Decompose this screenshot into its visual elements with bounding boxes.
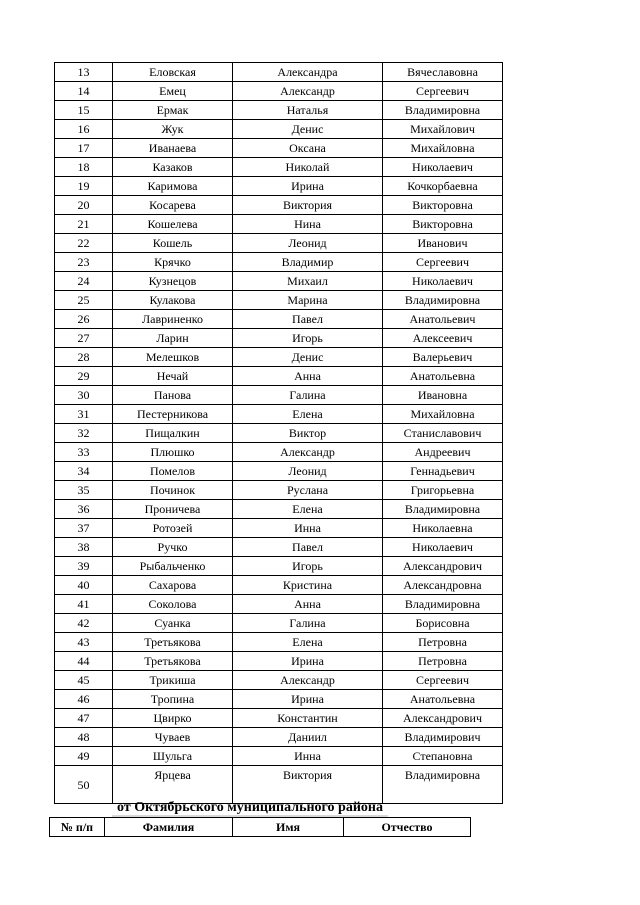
last-name-cell: Панова	[113, 386, 233, 405]
table-row	[55, 367, 503, 386]
last-name-cell: Еловская	[113, 63, 233, 82]
middle-name-cell: Сергеевич	[383, 671, 503, 690]
first-name-cell: Инна	[233, 519, 383, 538]
row-number-cell: 15	[55, 101, 113, 120]
row-number-cell: 34	[55, 462, 113, 481]
table-row	[55, 310, 503, 329]
table-row	[55, 139, 503, 158]
last-name-cell: Ермак	[113, 101, 233, 120]
first-name-cell: Ирина	[233, 690, 383, 709]
last-name-cell: Чуваев	[113, 728, 233, 747]
table-row	[55, 120, 503, 139]
first-name-cell: Николай	[233, 158, 383, 177]
names-table	[54, 62, 503, 804]
first-name-cell: Александр	[233, 671, 383, 690]
row-number-cell: 16	[55, 120, 113, 139]
header-middle-name: Отчество	[344, 818, 471, 837]
table-row	[55, 443, 503, 462]
row-number-cell: 39	[55, 557, 113, 576]
middle-name-cell: Борисовна	[383, 614, 503, 633]
first-name-cell: Оксана	[233, 139, 383, 158]
middle-name-cell: Иванович	[383, 234, 503, 253]
table-row	[55, 557, 503, 576]
first-name-cell: Александр	[233, 82, 383, 101]
table-row	[55, 291, 503, 310]
first-name-cell: Игорь	[233, 557, 383, 576]
middle-name-cell: Вячеславовна	[383, 63, 503, 82]
table-row	[55, 462, 503, 481]
middle-name-cell: Владимировна	[383, 291, 503, 310]
middle-name-cell: Михайлович	[383, 120, 503, 139]
first-name-cell: Анна	[233, 367, 383, 386]
row-number-cell: 36	[55, 500, 113, 519]
table-row	[55, 272, 503, 291]
middle-name-cell: Владимировна	[383, 766, 503, 804]
row-number-cell: 19	[55, 177, 113, 196]
row-number-cell: 13	[55, 63, 113, 82]
last-name-cell: Пестерникова	[113, 405, 233, 424]
last-name-cell: Крячко	[113, 253, 233, 272]
table-row	[55, 500, 503, 519]
middle-name-cell: Владимировна	[383, 595, 503, 614]
row-number-cell: 44	[55, 652, 113, 671]
section-title: от Октябрьского муниципального района	[112, 799, 388, 817]
header-first-name: Имя	[233, 818, 344, 837]
last-name-cell: Проничева	[113, 500, 233, 519]
table-row	[55, 576, 503, 595]
table-row	[55, 747, 503, 766]
first-name-cell: Александр	[233, 443, 383, 462]
last-name-cell: Косарева	[113, 196, 233, 215]
row-number-cell: 38	[55, 538, 113, 557]
row-number-cell: 35	[55, 481, 113, 500]
last-name-cell: Пищалкин	[113, 424, 233, 443]
row-number-cell: 26	[55, 310, 113, 329]
first-name-cell: Александра	[233, 63, 383, 82]
table-row	[55, 614, 503, 633]
middle-name-cell: Сергеевич	[383, 82, 503, 101]
first-name-cell: Виктория	[233, 766, 383, 804]
table-row	[55, 158, 503, 177]
last-name-cell: Цвирко	[113, 709, 233, 728]
middle-name-cell: Петровна	[383, 652, 503, 671]
last-name-cell: Кузнецов	[113, 272, 233, 291]
last-name-cell: Кулакова	[113, 291, 233, 310]
first-name-cell: Денис	[233, 348, 383, 367]
table-row	[55, 671, 503, 690]
table-row	[55, 101, 503, 120]
last-name-cell: Соколова	[113, 595, 233, 614]
names-table-body	[55, 63, 503, 804]
last-name-cell: Иванаева	[113, 139, 233, 158]
table-row	[55, 595, 503, 614]
table-row	[55, 652, 503, 671]
last-name-cell: Третьякова	[113, 633, 233, 652]
last-name-cell: Третьякова	[113, 652, 233, 671]
row-number-cell: 46	[55, 690, 113, 709]
row-number-cell: 40	[55, 576, 113, 595]
first-name-cell: Елена	[233, 633, 383, 652]
first-name-cell: Галина	[233, 386, 383, 405]
middle-name-cell: Степановна	[383, 747, 503, 766]
table-row	[55, 177, 503, 196]
row-number-cell: 45	[55, 671, 113, 690]
last-name-cell: Мелешков	[113, 348, 233, 367]
last-name-cell: Кошелева	[113, 215, 233, 234]
table-row	[55, 348, 503, 367]
row-number-cell: 32	[55, 424, 113, 443]
middle-name-cell: Станиславович	[383, 424, 503, 443]
first-name-cell: Ирина	[233, 177, 383, 196]
row-number-cell: 27	[55, 329, 113, 348]
row-number-cell: 43	[55, 633, 113, 652]
first-name-cell: Леонид	[233, 234, 383, 253]
middle-name-cell: Кочкорбаевна	[383, 177, 503, 196]
header-num: № п/п	[50, 818, 105, 837]
last-name-cell: Нечай	[113, 367, 233, 386]
last-name-cell: Ручко	[113, 538, 233, 557]
row-number-cell: 50	[55, 766, 113, 804]
last-name-cell: Суанка	[113, 614, 233, 633]
table-row	[55, 519, 503, 538]
table-row	[55, 386, 503, 405]
last-name-cell: Ротозей	[113, 519, 233, 538]
middle-name-cell: Валерьевич	[383, 348, 503, 367]
last-name-cell: Трикиша	[113, 671, 233, 690]
row-number-cell: 17	[55, 139, 113, 158]
first-name-cell: Нина	[233, 215, 383, 234]
middle-name-cell: Ивановна	[383, 386, 503, 405]
middle-name-cell: Николаевна	[383, 519, 503, 538]
middle-name-cell: Анатольевна	[383, 690, 503, 709]
row-number-cell: 47	[55, 709, 113, 728]
middle-name-cell: Николаевич	[383, 538, 503, 557]
row-number-cell: 37	[55, 519, 113, 538]
row-number-cell: 21	[55, 215, 113, 234]
row-number-cell: 25	[55, 291, 113, 310]
first-name-cell: Галина	[233, 614, 383, 633]
first-name-cell: Павел	[233, 538, 383, 557]
last-name-cell: Плюшко	[113, 443, 233, 462]
row-number-cell: 31	[55, 405, 113, 424]
middle-name-cell: Александровна	[383, 576, 503, 595]
first-name-cell: Елена	[233, 405, 383, 424]
first-name-cell: Кристина	[233, 576, 383, 595]
first-name-cell: Денис	[233, 120, 383, 139]
table-row	[55, 538, 503, 557]
row-number-cell: 24	[55, 272, 113, 291]
row-number-cell: 22	[55, 234, 113, 253]
middle-name-cell: Михайловна	[383, 405, 503, 424]
row-number-cell: 20	[55, 196, 113, 215]
row-number-cell: 30	[55, 386, 113, 405]
row-number-cell: 33	[55, 443, 113, 462]
last-name-cell: Рыбальченко	[113, 557, 233, 576]
row-number-cell: 23	[55, 253, 113, 272]
last-name-cell: Кошель	[113, 234, 233, 253]
first-name-cell: Даниил	[233, 728, 383, 747]
last-name-cell: Ларин	[113, 329, 233, 348]
middle-name-cell: Владимирович	[383, 728, 503, 747]
middle-name-cell: Анатольевич	[383, 310, 503, 329]
table-row	[55, 82, 503, 101]
table-row	[55, 215, 503, 234]
middle-name-cell: Александрович	[383, 709, 503, 728]
last-name-cell: Починок	[113, 481, 233, 500]
table-row	[55, 766, 503, 804]
middle-name-cell: Михайловна	[383, 139, 503, 158]
first-name-cell: Михаил	[233, 272, 383, 291]
middle-name-cell: Сергеевич	[383, 253, 503, 272]
middle-name-cell: Николаевич	[383, 272, 503, 291]
first-name-cell: Константин	[233, 709, 383, 728]
middle-name-cell: Григорьевна	[383, 481, 503, 500]
last-name-cell: Тропина	[113, 690, 233, 709]
table-row	[55, 329, 503, 348]
last-name-cell: Сахарова	[113, 576, 233, 595]
row-number-cell: 18	[55, 158, 113, 177]
first-name-cell: Марина	[233, 291, 383, 310]
middle-name-cell: Алексеевич	[383, 329, 503, 348]
first-name-cell: Руслана	[233, 481, 383, 500]
table-row	[55, 709, 503, 728]
row-number-cell: 48	[55, 728, 113, 747]
first-name-cell: Виктор	[233, 424, 383, 443]
table-row	[55, 253, 503, 272]
middle-name-cell: Николаевич	[383, 158, 503, 177]
header-last-name: Фамилия	[105, 818, 233, 837]
last-name-cell: Ярцева	[113, 766, 233, 804]
table-row	[55, 405, 503, 424]
middle-name-cell: Андреевич	[383, 443, 503, 462]
first-name-cell: Леонид	[233, 462, 383, 481]
table-row	[55, 728, 503, 747]
first-name-cell: Елена	[233, 500, 383, 519]
header-row	[50, 818, 471, 837]
middle-name-cell: Александрович	[383, 557, 503, 576]
last-name-cell: Жук	[113, 120, 233, 139]
last-name-cell: Каримова	[113, 177, 233, 196]
first-name-cell: Анна	[233, 595, 383, 614]
first-name-cell: Виктория	[233, 196, 383, 215]
header-table	[49, 817, 471, 837]
last-name-cell: Помелов	[113, 462, 233, 481]
row-number-cell: 29	[55, 367, 113, 386]
first-name-cell: Павел	[233, 310, 383, 329]
row-number-cell: 41	[55, 595, 113, 614]
first-name-cell: Инна	[233, 747, 383, 766]
row-number-cell: 28	[55, 348, 113, 367]
first-name-cell: Наталья	[233, 101, 383, 120]
last-name-cell: Емец	[113, 82, 233, 101]
last-name-cell: Лавриненко	[113, 310, 233, 329]
table-row	[55, 234, 503, 253]
last-name-cell: Шульга	[113, 747, 233, 766]
table-row	[55, 633, 503, 652]
last-name-cell: Казаков	[113, 158, 233, 177]
middle-name-cell: Анатольевна	[383, 367, 503, 386]
middle-name-cell: Петровна	[383, 633, 503, 652]
middle-name-cell: Владимировна	[383, 101, 503, 120]
middle-name-cell: Викторовна	[383, 196, 503, 215]
table-row	[55, 424, 503, 443]
middle-name-cell: Владимировна	[383, 500, 503, 519]
table-row	[55, 690, 503, 709]
table-row	[55, 481, 503, 500]
middle-name-cell: Геннадьевич	[383, 462, 503, 481]
row-number-cell: 49	[55, 747, 113, 766]
table-row	[55, 63, 503, 82]
table-row	[55, 196, 503, 215]
first-name-cell: Игорь	[233, 329, 383, 348]
first-name-cell: Владимир	[233, 253, 383, 272]
middle-name-cell: Викторовна	[383, 215, 503, 234]
first-name-cell: Ирина	[233, 652, 383, 671]
row-number-cell: 42	[55, 614, 113, 633]
row-number-cell: 14	[55, 82, 113, 101]
